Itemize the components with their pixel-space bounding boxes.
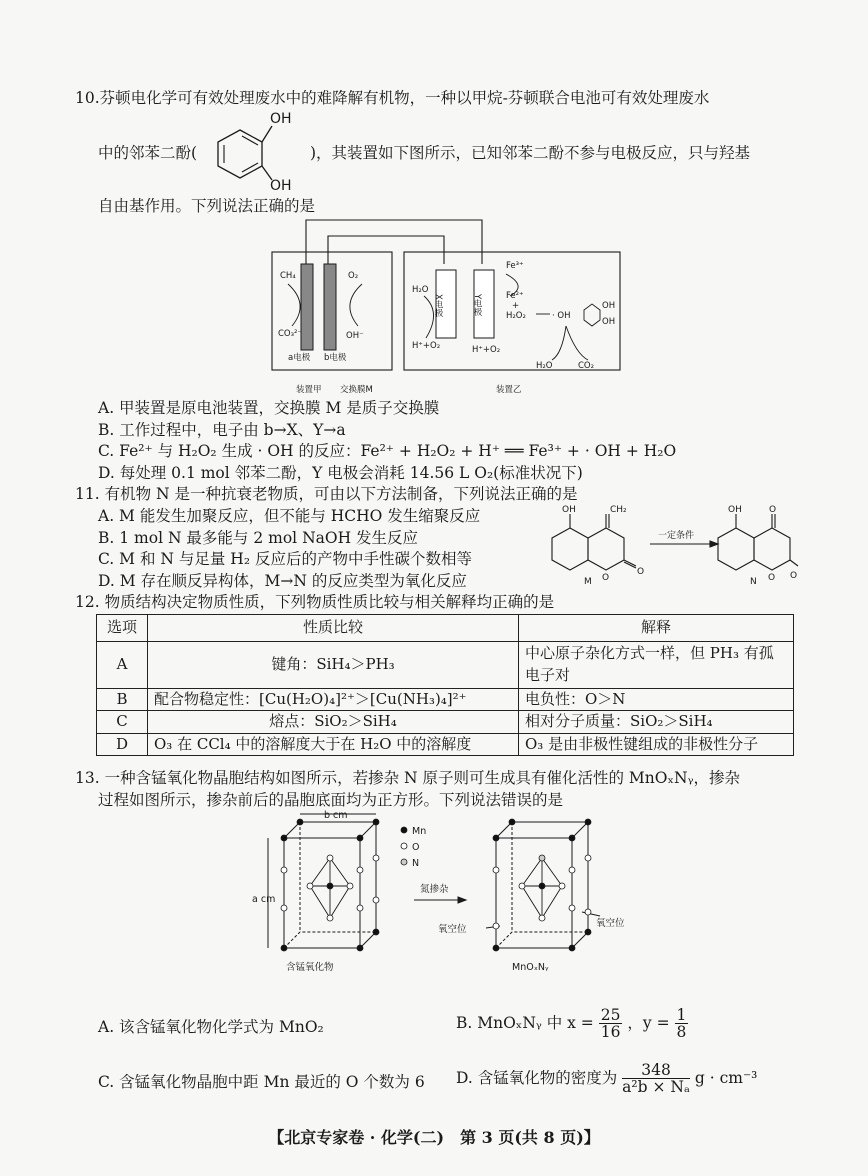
row-c-explain: 相对分子质量：SiO₂＞SiH₄ xyxy=(519,711,794,734)
label-device-a: 装置甲 xyxy=(296,385,322,395)
fraction-y xyxy=(675,1007,689,1041)
label-y-electrode: Y电极 xyxy=(472,294,482,317)
m-label: M xyxy=(584,577,592,587)
label-fe3: Fe³⁺ xyxy=(506,261,524,271)
vacancy-right: 氧空位 xyxy=(596,918,625,929)
q13-option-b-mid: ，y = xyxy=(627,1013,670,1032)
n-o-top: O xyxy=(769,505,777,515)
label-ring-oh2: OH xyxy=(602,317,616,327)
label-h2o-out: H₂O xyxy=(536,361,553,371)
row-a-compare: 键角：SiH₄＞PH₃ xyxy=(148,642,519,689)
label-oh-minus: OH⁻ xyxy=(346,331,364,341)
label-plus: + xyxy=(512,301,520,311)
q13-stem-line1: 13. 一种含锰氧化物晶胞结构如图所示，若掺杂 N 原子则可生成具有催化活性的 MnOₓNᵧ，掺杂 xyxy=(75,769,740,787)
q10-stem-line1: 10.芬顿电化学可有效处理废水中的难降解有机物，一种以甲烷-芬顿联合电池可有效处理废水 xyxy=(75,89,710,107)
label-h-o2-left: H⁺+O₂ xyxy=(412,341,441,351)
label-ring-oh1: OH xyxy=(602,301,616,311)
q11-option-a: A. M 能发生加聚反应，但不能与 HCHO 发生缩聚反应 xyxy=(98,507,481,525)
q13-option-a: A. 该含锰氧化物化学式为 MnO₂ xyxy=(98,1018,324,1036)
header-option: 选项 xyxy=(97,615,148,642)
fraction-x-den: 16 xyxy=(600,1023,621,1042)
fraction-density-num: 348 xyxy=(622,1062,690,1079)
table-row xyxy=(97,642,794,689)
table-row xyxy=(97,711,794,734)
label-a-electrode: a电极 xyxy=(288,353,311,363)
fraction-y-num: 1 xyxy=(676,1006,687,1024)
q13-option-b xyxy=(456,1007,688,1041)
header-compare: 性质比较 xyxy=(148,615,519,642)
q10-apparatus-diagram xyxy=(266,214,626,400)
q13-option-d xyxy=(456,1062,757,1096)
fraction-density xyxy=(622,1062,690,1096)
q11-option-c: C. M 和 N 与足量 H₂ 反应后的产物中手性碳个数相等 xyxy=(98,550,472,568)
arrow-label: 氮掺杂 xyxy=(420,884,449,895)
fraction-x-num: 25 xyxy=(600,1006,621,1024)
caption-right: MnOₓNᵧ xyxy=(512,962,549,973)
m-ring-o: O xyxy=(602,573,610,583)
q13-option-b-pre: B. MnOₓNᵧ 中 x = xyxy=(456,1013,594,1032)
label-device-b: 装置乙 xyxy=(496,385,522,395)
label-b-electrode: b电极 xyxy=(324,353,347,363)
q10-stem-line2-post: )，其装置如下图所示，已知邻苯二酚不参与电极反应，只与羟基 xyxy=(310,144,751,162)
q11-option-b: B. 1 mol N 最多能与 2 mol NaOH 发生反应 xyxy=(98,529,419,547)
row-a-explain: 中心原子杂化方式一样，但 PH₃ 有孤电子对 xyxy=(519,642,794,689)
vacancy-left: 氧空位 xyxy=(438,924,467,935)
table-row xyxy=(97,688,794,711)
condition-label: 一定条件 xyxy=(658,531,695,541)
label-co3: CO₃²⁻ xyxy=(278,329,302,339)
row-a-option: A xyxy=(97,642,148,689)
legend-o: O xyxy=(412,842,420,853)
q11-reaction-scheme xyxy=(540,500,800,592)
catechol-oh-top: OH xyxy=(270,111,292,127)
q11-option-d: D. M 存在顺反异构体，M→N 的反应类型为氧化反应 xyxy=(98,572,467,590)
m-oh: OH xyxy=(562,505,576,515)
label-membrane: 交换膜M xyxy=(340,385,373,395)
q13-option-c: C. 含锰氧化物晶胞中距 Mn 最近的 O 个数为 6 xyxy=(98,1073,425,1091)
row-d-compare: O₃ 在 CCl₄ 中的溶解度大于在 H₂O 中的溶解度 xyxy=(148,733,519,756)
label-a-cm: a cm xyxy=(252,894,276,905)
header-explain: 解释 xyxy=(519,615,794,642)
label-b-cm: b cm xyxy=(324,810,348,821)
m-ch2: CH₂ xyxy=(610,505,627,515)
q10-option-a: A. 甲装置是原电池装置，交换膜 M 是质子交换膜 xyxy=(98,399,440,417)
legend-n: N xyxy=(412,858,420,869)
m-carbonyl-o: O xyxy=(637,567,645,577)
n-oh: OH xyxy=(728,505,742,515)
table-header-row xyxy=(97,615,794,642)
q10-stem-line2-pre: 中的邻苯二酚( xyxy=(98,144,198,162)
page-footer: 【北京专家卷 · 化学(二) 第 3 页(共 8 页)】 xyxy=(268,1128,600,1147)
catechol-oh-bottom: OH xyxy=(270,178,292,192)
q10-stem-line3: 自由基作用。下列说法正确的是 xyxy=(98,197,316,215)
q11-stem: 11. 有机物 N 是一种抗衰老物质，可由以下方法制备，下列说法正确的是 xyxy=(75,485,578,503)
n-ring-o: O xyxy=(768,573,776,583)
row-c-compare: 熔点：SiO₂＞SiH₄ xyxy=(148,711,519,734)
fraction-x xyxy=(599,1007,623,1041)
q12-stem: 12. 物质结构决定物质性质，下列物质性质比较与相关解释均正确的是 xyxy=(75,593,555,611)
label-x-electrode: X电极 xyxy=(433,294,443,317)
q10-option-b: B. 工作过程中，电子由 b→X、Y→a xyxy=(98,421,346,439)
q12-table xyxy=(96,614,794,756)
legend-mn: Mn xyxy=(412,826,427,837)
q10-option-d: D. 每处理 0.1 mol 邻苯二酚，Y 电极会消耗 14.56 L O₂(标准状况下) xyxy=(98,464,583,482)
fraction-y-den: 8 xyxy=(676,1023,687,1042)
n-carbonyl-o: O xyxy=(790,571,798,581)
row-d-option: D xyxy=(97,733,148,756)
q10-option-c: C. Fe²⁺ 与 H₂O₂ 生成 · OH 的反应：Fe²⁺ + H₂O₂ + H⁺ ══ Fe³⁺ + · OH + H₂O xyxy=(98,442,677,460)
n-label: N xyxy=(750,577,757,587)
q13-crystal-figure xyxy=(252,808,632,980)
row-b-option: B xyxy=(97,688,148,711)
label-oh-radical: · OH xyxy=(552,311,571,321)
label-fe2: Fe²⁺ xyxy=(506,291,524,301)
row-b-explain: 电负性：O＞N xyxy=(519,688,794,711)
label-h2o2: H₂O₂ xyxy=(506,311,526,321)
label-ch4: CH₄ xyxy=(280,271,296,281)
caption-left: 含锰氧化物 xyxy=(286,962,334,973)
catechol-structure xyxy=(212,108,302,192)
label-co2-out: CO₂ xyxy=(578,361,595,371)
row-c-option: C xyxy=(97,711,148,734)
label-h-o2-right: H⁺+O₂ xyxy=(472,345,501,355)
q13-option-d-pre: D. 含锰氧化物的密度为 xyxy=(456,1068,618,1087)
q13-option-d-unit: g · cm⁻³ xyxy=(694,1068,758,1087)
row-d-explain: O₃ 是由非极性键组成的非极性分子 xyxy=(519,733,794,756)
row-b-compare: 配合物稳定性：[Cu(H₂O)₄]²⁺＞[Cu(NH₃)₄]²⁺ xyxy=(148,688,519,711)
label-h2o: H₂O xyxy=(412,285,429,295)
table-row xyxy=(97,733,794,756)
label-o2: O₂ xyxy=(348,271,359,281)
fraction-density-den: a²b × Nₐ xyxy=(622,1078,690,1097)
q13-stem-line2: 过程如图所示，掺杂前后的晶胞底面均为正方形。下列说法错误的是 xyxy=(98,791,564,809)
